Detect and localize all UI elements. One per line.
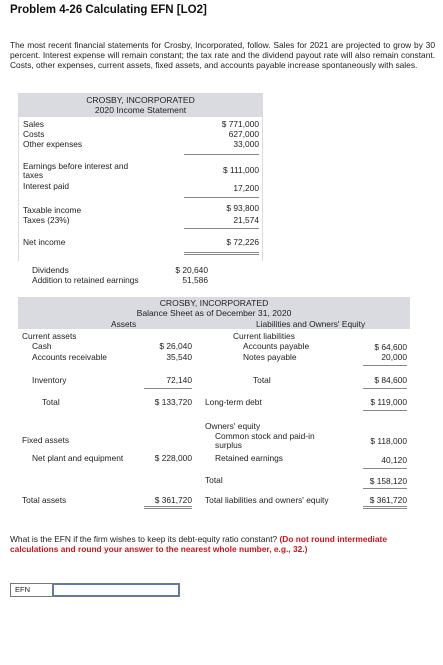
total-current-liabilities-label: Total [253,375,271,385]
double-rule [184,252,259,255]
current-liabilities-label: Current liabilities [233,331,295,341]
assets-header: Assets [111,319,137,329]
current-assets-label: Current assets [22,331,77,341]
inventory-value: 72,140 [166,375,192,385]
total-assets-value: $ 361,720 [154,495,192,505]
total-current-liabilities-value: $ 84,600 [374,375,407,385]
dividends-value: $ 20,640 [175,265,208,275]
total-assets-label: Total assets [22,495,67,505]
rule [184,154,259,155]
ebit-label-line2: taxes [23,170,44,180]
costs-label: Costs [23,129,45,139]
total-owners-equity-value: $ 158,120 [369,476,407,486]
np-label: Notes payable [243,352,297,362]
cash-value: $ 26,040 [159,341,192,351]
retained-label: Addition to retained earnings [32,275,139,285]
total-liabilities-equity-value: $ 361,720 [369,495,407,505]
dividends-section [18,262,263,287]
np-value: 20,000 [381,352,407,362]
income-statement-body [18,117,263,261]
ar-label: Accounts receivable [32,352,107,362]
taxes-value: 21,574 [233,215,259,225]
ap-value: $ 64,600 [374,342,407,352]
long-term-debt-label: Long-term debt [205,397,262,407]
taxable-income-value: $ 93,800 [226,203,259,213]
long-term-debt-value: $ 119,000 [370,397,407,407]
taxable-income-label: Taxable income [23,205,82,215]
common-stock-label-line2: surplus [215,440,242,450]
rule [363,488,407,489]
balance-sheet-company: CROSBY, INCORPORATED [159,298,269,308]
interest-label: Interest paid [23,181,70,191]
efn-input[interactable] [53,584,179,596]
problem-intro: The most recent financial statements for Crosby, Incorporated, follow. Sales for 2021 are projected to grow by 30 percent. Interest expense will remain constant; the tax rate and the dividend payout rate will also remain constant. Costs, other expenses, current assets, fixed assets, and accounts payable increase spontaneously with sales. [10,40,435,71]
ar-value: 35,540 [166,352,192,362]
liabilities-header: Liabilities and Owners' Equity [256,319,366,329]
interest-value: 17,200 [233,183,259,193]
retained-earnings-label: Retained earnings [215,453,283,463]
inventory-label: Inventory [32,375,67,385]
taxes-label: Taxes (23%) [23,215,70,225]
fixed-assets-label: Fixed assets [22,435,70,445]
balance-sheet [18,297,410,510]
double-rule [363,506,407,509]
total-current-assets-value: $ 133,720 [154,397,192,407]
net-income-value: $ 72,226 [226,237,259,247]
sales-label: Sales [23,119,44,129]
question-text: What is the EFN if the firm wishes to keep its debt-equity ratio constant? [10,534,278,544]
other-expenses-label: Other expenses [23,139,83,149]
balance-sheet-subtitle: Balance Sheet as of December 31, 2020 [136,308,292,318]
answer-row [10,583,180,597]
rule [144,388,192,389]
efn-label: EFN [11,584,53,596]
rule [363,468,407,469]
dividends-label: Dividends [32,265,69,275]
rule [184,197,259,198]
sales-value: $ 771,000 [221,119,259,129]
ppe-value: $ 228,000 [154,453,192,463]
retained-value: 51,586 [182,275,208,285]
total-owners-equity-label: Total [205,475,223,485]
double-rule [144,506,192,509]
other-expenses-value: 33,000 [233,139,259,149]
question [10,534,435,554]
rule [363,388,407,389]
net-income-label: Net income [23,237,66,247]
income-statement [18,93,263,261]
income-statement-subtitle: 2020 Income Statement [94,105,187,115]
ebit-label-line1: Earnings before interest and [23,161,129,171]
retained-earnings-value: 40,120 [381,455,407,465]
rule [363,365,407,366]
cash-label: Cash [32,341,52,351]
ap-label: Accounts payable [243,341,310,351]
rule [363,410,407,411]
common-stock-label-line1: Common stock and paid-in [215,431,315,441]
income-statement-company: CROSBY, INCORPORATED [86,95,195,105]
ppe-label: Net plant and equipment [32,453,124,463]
total-current-assets-label: Total [42,397,60,407]
balance-sheet-header [18,297,410,329]
ebit-value: $ 111,000 [222,165,259,175]
rule [184,228,259,229]
income-statement-header [18,95,263,115]
question-instruction: (Do not round intermediate calculations and round your answer to the nearest whole number, e.g., 32.) [10,534,387,555]
problem-title: Problem 4-26 Calculating EFN [LO2] [10,4,207,16]
common-stock-value: $ 118,000 [370,436,407,446]
total-liabilities-equity-label: Total liabilities and owners' equity [205,495,329,505]
owners-equity-label: Owners' equity [205,421,261,431]
costs-value: 627,000 [228,129,259,139]
